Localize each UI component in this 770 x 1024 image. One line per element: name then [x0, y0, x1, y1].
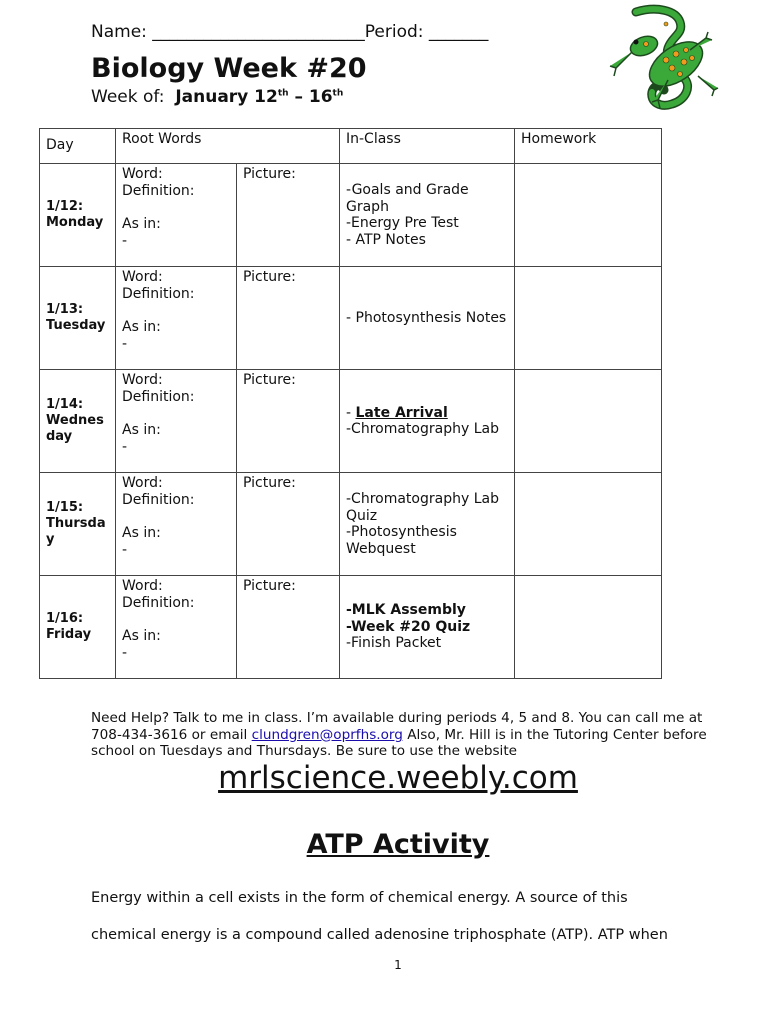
day-cell: 1/13: Tuesday — [40, 267, 116, 370]
root-word-cell: Word: Definition: As in: - — [116, 576, 237, 679]
email-link[interactable]: clundgren@oprfhs.org — [251, 726, 403, 743]
week-of-line — [91, 87, 343, 107]
week-end-sup: th — [332, 88, 344, 99]
table-row — [40, 473, 662, 576]
picture-cell: Picture: — [237, 267, 340, 370]
late-arrival-label: Late Arrival — [355, 404, 448, 421]
table-row — [40, 267, 662, 370]
paragraph-line: chemical energy is a compound called adenosine triphosphate (ATP). ATP when — [91, 927, 668, 943]
day-cell: 1/14: Wednes day — [40, 370, 116, 473]
gecko-icon — [606, 4, 724, 120]
homework-cell — [515, 576, 662, 679]
root-word-cell: Word: Definition: As in: - — [116, 370, 237, 473]
activity-heading: ATP Activity — [306, 829, 490, 860]
table-row — [40, 576, 662, 679]
header-root-words: Root Words — [116, 129, 340, 164]
website-link[interactable]: mrlscience.weebly.com — [218, 760, 578, 796]
paragraph-line: Energy within a cell exists in the form of chemical energy. A source of this — [91, 890, 628, 906]
table-header-row — [40, 129, 662, 164]
picture-cell: Picture: — [237, 164, 340, 267]
table-row — [40, 164, 662, 267]
in-class-cell: -Chromatography Lab Quiz -Photosynthesis Webquest — [340, 473, 515, 576]
day-cell: 1/15: Thursda y — [40, 473, 116, 576]
page-number: 1 — [394, 958, 402, 972]
week-of-label: Week of: — [91, 87, 165, 107]
homework-cell — [515, 370, 662, 473]
in-class-cell: - Photosynthesis Notes — [340, 267, 515, 370]
in-class-cell: -MLK Assembly -Week #20 Quiz -Finish Packet — [340, 576, 515, 679]
header-in-class: In-Class — [340, 129, 515, 164]
schedule-table — [39, 128, 662, 679]
in-class-cell: - Late Arrival -Chromatography Lab — [340, 370, 515, 473]
picture-cell: Picture: — [237, 370, 340, 473]
header-day: Day — [40, 129, 116, 164]
day-cell: 1/12: Monday — [40, 164, 116, 267]
homework-cell — [515, 164, 662, 267]
table-row — [40, 370, 662, 473]
root-word-cell: Word: Definition: As in: - — [116, 164, 237, 267]
week-start: January 12 — [175, 87, 278, 107]
homework-cell — [515, 473, 662, 576]
picture-cell: Picture: — [237, 576, 340, 679]
help-paragraph: Need Help? Talk to me in class. I’m available during periods 4, 5 and 8. You can call me at 708-434-3616 or email clundgren@oprfhs.org Also, Mr. Hill is in the Tutoring Center before school on Tuesdays and Thursdays. Be sure to use the website — [91, 710, 707, 759]
in-class-cell: -Goals and Grade Graph -Energy Pre Test - ATP Notes — [340, 164, 515, 267]
header-homework: Homework — [515, 129, 662, 164]
root-word-cell: Word: Definition: As in: - — [116, 267, 237, 370]
picture-cell: Picture: — [237, 473, 340, 576]
name-period-line: Name: _________________________Period: _______ — [91, 22, 489, 42]
root-word-cell: Word: Definition: As in: - — [116, 473, 237, 576]
activity-paragraph — [91, 880, 731, 954]
week-dates — [175, 87, 343, 107]
homework-cell — [515, 267, 662, 370]
week-end: – 16 — [288, 87, 333, 107]
page-title: Biology Week #20 — [91, 53, 367, 84]
week-start-sup: th — [277, 88, 289, 99]
day-cell: 1/16: Friday — [40, 576, 116, 679]
